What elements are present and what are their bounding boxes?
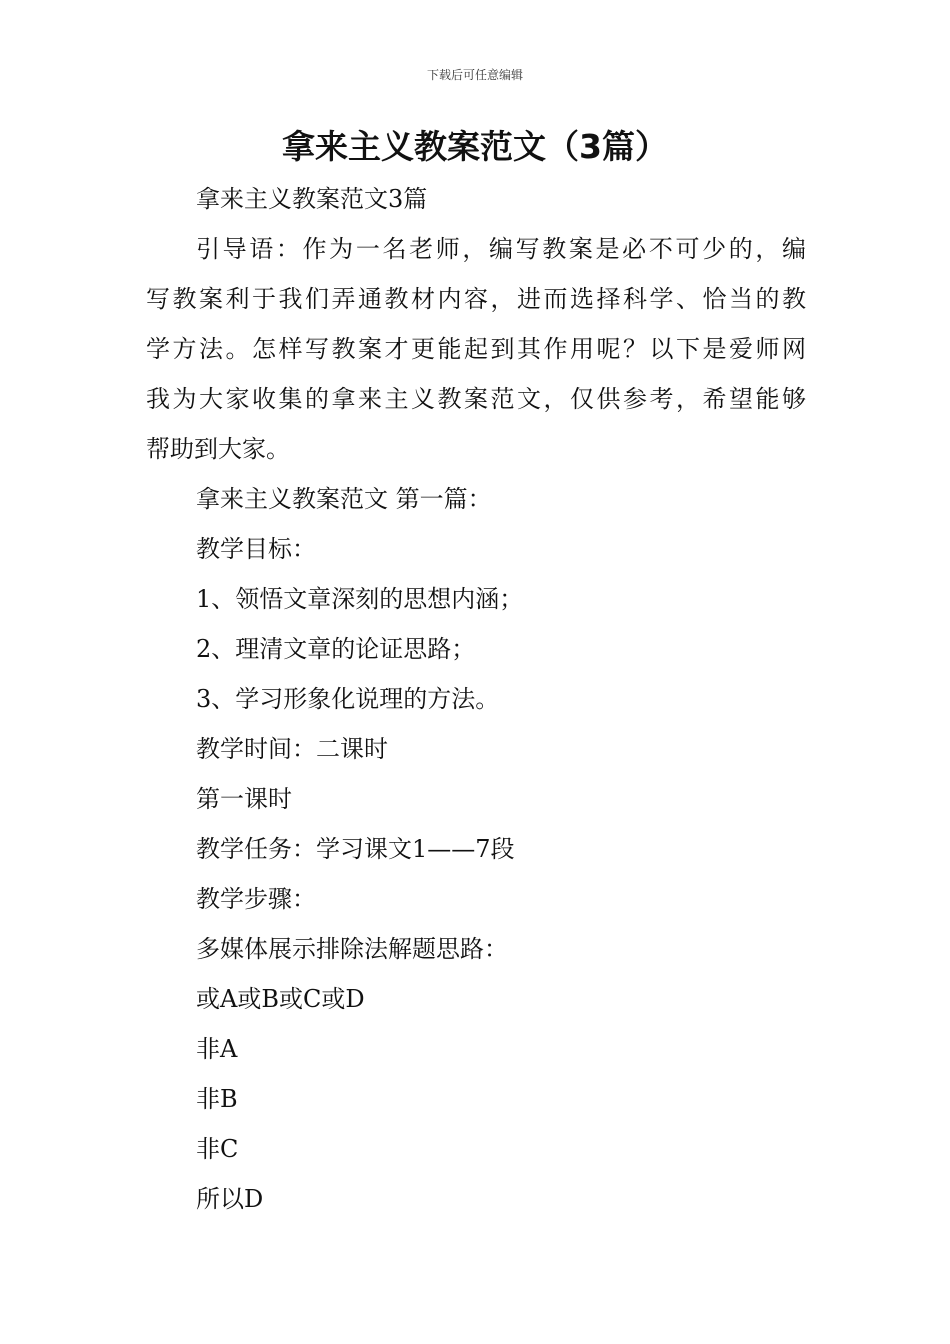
logic-line-2: 非A (196, 1035, 238, 1063)
document-subtitle: 拿来主义教案范文3篇 (196, 185, 428, 213)
multimedia-line: 多媒体展示排除法解题思路： (196, 935, 508, 963)
steps-heading: 教学步骤： (196, 885, 316, 913)
teaching-time: 教学时间：二课时 (196, 735, 388, 763)
logic-line-4: 非C (196, 1135, 239, 1163)
logic-line-5: 所以D (196, 1185, 264, 1213)
logic-line-1: 或A或B或C或D (196, 985, 365, 1013)
logic-line-3: 非B (196, 1085, 238, 1113)
intro-line-5: 帮助到大家。 (146, 435, 290, 463)
header-note: 下载后可任意编辑 (426, 68, 523, 82)
intro-line-3: 学方法。怎样写教案才更能起到其作用呢？以下是爱师网 (146, 335, 806, 363)
teaching-task: 教学任务：学习课文1——7段 (196, 835, 515, 863)
intro-line-1: 引导语：作为一名老师，编写教案是必不可少的，编 (196, 235, 806, 263)
intro-line-2: 写教案利于我们弄通教材内容，进而选择科学、恰当的教 (146, 285, 806, 313)
section-heading: 拿来主义教案范文 第一篇： (196, 485, 492, 513)
goals-heading: 教学目标： (196, 535, 316, 563)
goal-item-1: 1、领悟文章深刻的思想内涵； (196, 585, 524, 613)
document-title: 拿来主义教案范文（3篇） (282, 127, 668, 166)
intro-line-4: 我为大家收集的拿来主义教案范文，仅供参考，希望能够 (146, 385, 806, 413)
lesson-label: 第一课时 (196, 785, 292, 813)
goal-item-3: 3、学习形象化说理的方法。 (196, 685, 500, 713)
goal-item-2: 2、理清文章的论证思路； (196, 635, 476, 663)
